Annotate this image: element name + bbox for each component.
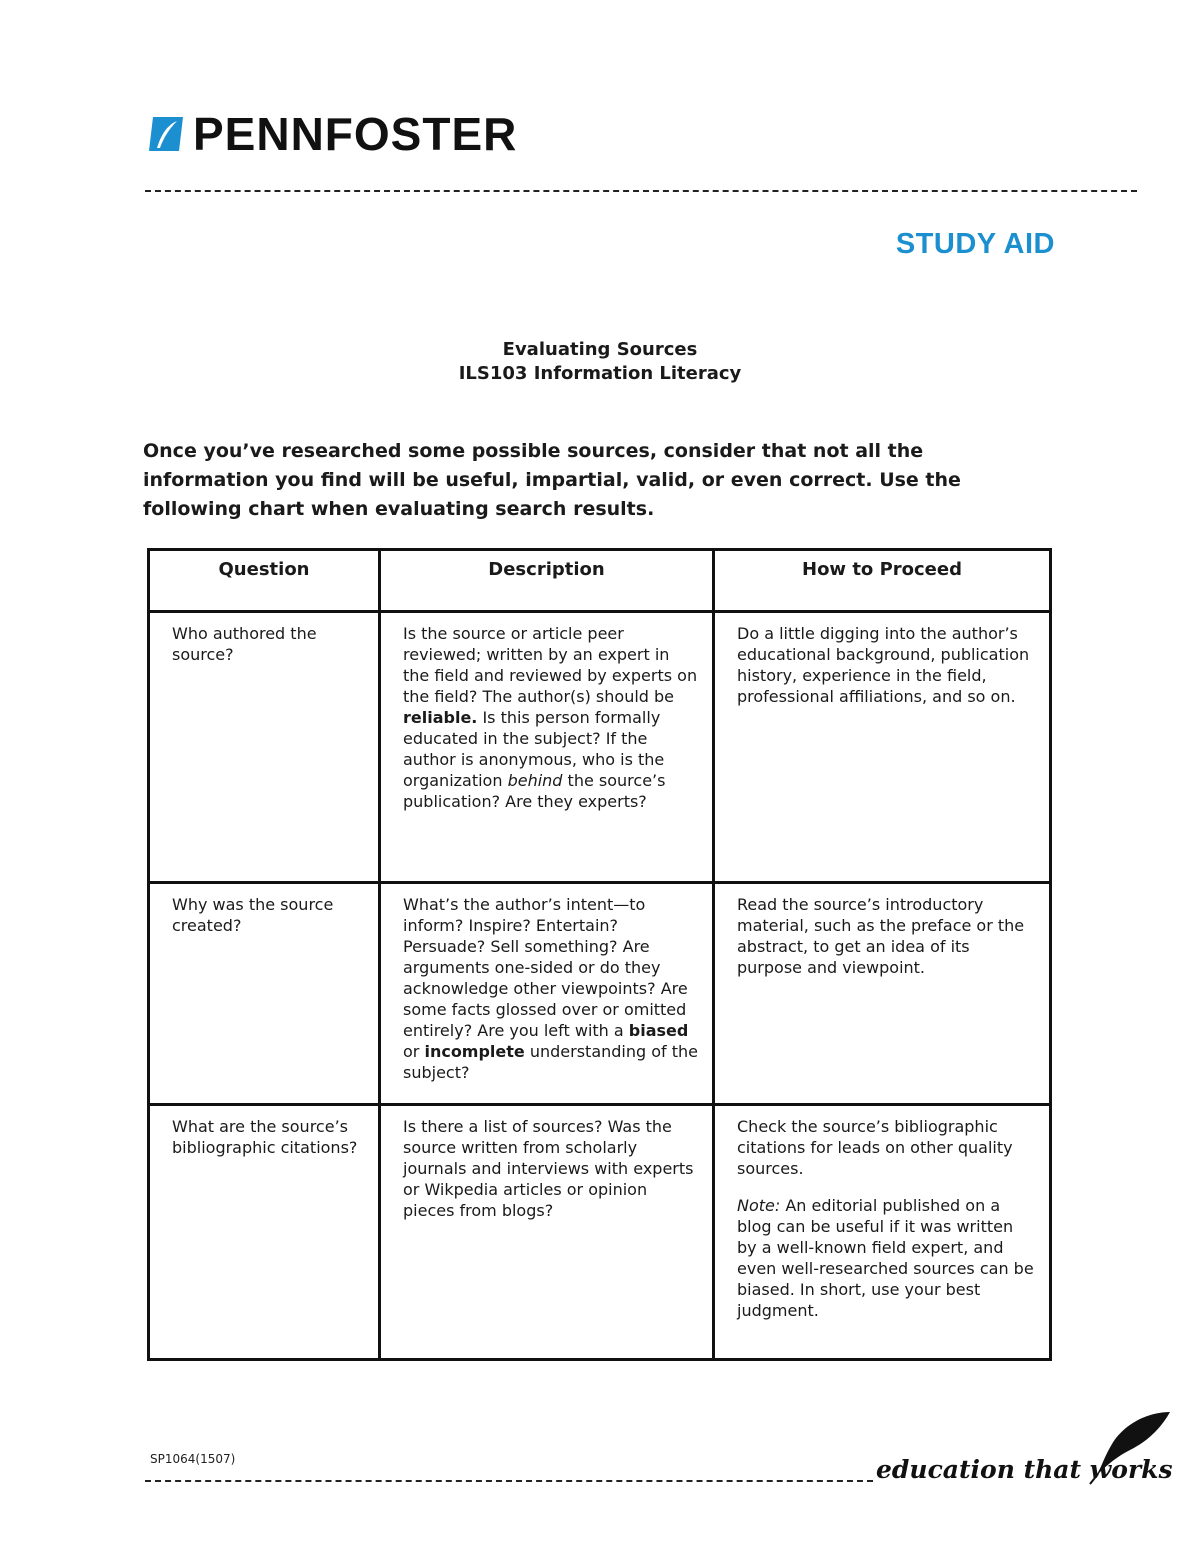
quill-pen-icon xyxy=(1088,1408,1172,1486)
bold-term: incomplete xyxy=(424,1042,525,1061)
bold-term: biased xyxy=(628,1021,689,1040)
bold-term: reliable. xyxy=(403,708,478,727)
note-label: Note: xyxy=(737,1196,781,1215)
cell-how-to-proceed: Read the source’s introductory material, such as the preface or the abstract, to get an idea of its purpose and viewpoint. xyxy=(714,883,1051,1105)
cell-description: Is there a list of sources? Was the source written from scholarly journals and interviews with experts or Wikpedia articles or opinion pieces from blogs? xyxy=(380,1105,714,1360)
intro-paragraph: Once you’ve researched some possible sources, consider that not all the information you find will be useful, impartial, valid, or even correct. Use the following chart when evaluating search results. xyxy=(143,440,961,520)
bottom-divider xyxy=(145,1480,873,1482)
text-run: the source’s publication? Are they experts? xyxy=(403,771,666,811)
cell-question: Why was the source created? xyxy=(149,883,380,1105)
cell-how-to-proceed: Do a little digging into the author’s educational background, publication history, experience in the field, professional affiliations, and so on. xyxy=(714,612,1051,883)
proceed-text: Check the source’s bibliographic citations for leads on other quality sources. xyxy=(737,1117,1013,1178)
text-run: Is the source or article peer reviewed; written by an expert in the field and reviewed by experts on the field? The author(s) should be xyxy=(403,624,698,706)
cell-question: Who authored the source? xyxy=(149,612,380,883)
table-row xyxy=(149,1105,1051,1360)
text-run: What’s the author’s intent—to inform? Inspire? Entertain? Persuade? Sell something? Are arguments one-sided or do they acknowledge other viewpoints? Are some facts glossed over or omitted entirely? Are you left with a xyxy=(403,895,688,1040)
table-header-row xyxy=(149,550,1051,612)
course-title: ILS103 Information Literacy xyxy=(458,363,742,384)
brand-tagline: education that works xyxy=(876,1455,1173,1484)
cell-description xyxy=(380,612,714,883)
cell-question: What are the source’s bibliographic citations? xyxy=(149,1105,380,1360)
header-how-to-proceed: How to Proceed xyxy=(714,550,1051,612)
table-row xyxy=(149,612,1051,883)
evaluation-chart xyxy=(147,548,1052,1361)
text-run: Is this person formally educated in the subject? If the author is anonymous, who is the organization xyxy=(403,708,665,790)
table-row xyxy=(149,883,1051,1105)
quill-square-icon xyxy=(147,115,185,153)
document-code: SP1064(1507) xyxy=(150,1452,236,1466)
text-run: understanding of the subject? xyxy=(403,1042,699,1082)
cell-description xyxy=(380,883,714,1105)
header-description: Description xyxy=(380,550,714,612)
top-divider xyxy=(145,190,1137,192)
cell-how-to-proceed xyxy=(714,1105,1051,1360)
text-run: or xyxy=(403,1042,425,1061)
note-text: An editorial published on a blog can be useful if it was written by a well-known field expert, and even well-researched sources can be biased. In short, use your best judgment. xyxy=(737,1196,1034,1320)
note-paragraph xyxy=(737,1195,1035,1321)
study-aid-label: STUDY AID xyxy=(895,228,1055,260)
document-title: Evaluating Sources xyxy=(502,339,698,360)
italic-term: behind xyxy=(507,771,563,790)
brand-name: PENNFOSTER xyxy=(193,108,518,160)
pennfoster-logo xyxy=(147,108,518,160)
header-question: Question xyxy=(149,550,380,612)
